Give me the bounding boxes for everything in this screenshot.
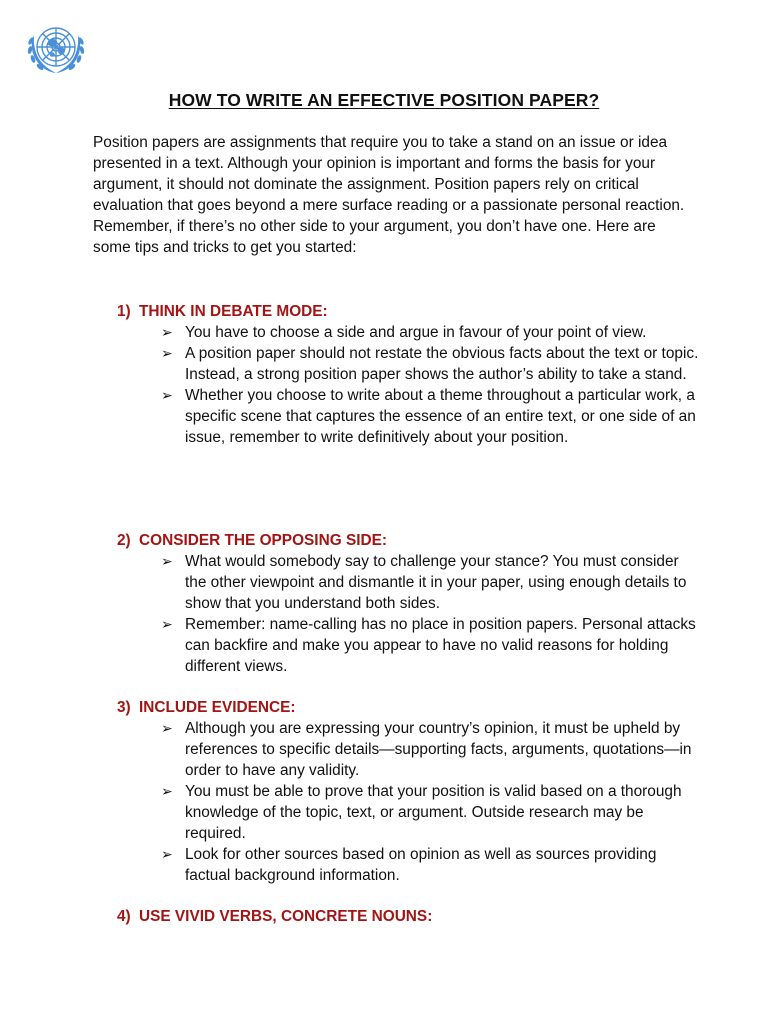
intro-paragraph: Position papers are assignments that require you to take a stand on an issue or idea presented in a text. Although your opinion is important and forms the basis for your argument, it should not dominate the assignment. Position papers rely on critical evaluation that goes beyond a mere surface reading or a passionate personal reaction. Remember, if there’s no other side to your argument, you don’t have one. Here are some tips and tricks to get you started: <box>93 134 685 256</box>
section-number: 1) <box>117 303 131 320</box>
bullet-text: Although you are expressing your country’s opinion, it must be upheld by references to specific details—supporting facts, arguments, quotations—in order to have any validity. <box>185 720 692 779</box>
bullet-text: Look for other sources based on opinion as well as sources providing factual background information. <box>185 846 657 884</box>
page-title: HOW TO WRITE AN EFFECTIVE POSITION PAPER? <box>168 90 600 110</box>
list-item <box>161 343 701 385</box>
list-item <box>161 385 701 448</box>
section-heading <box>117 530 387 551</box>
arrow-bullet-icon: ➢ <box>161 720 173 736</box>
list-item <box>161 781 701 844</box>
list-item <box>161 551 701 614</box>
section-title: CONSIDER THE OPPOSING SIDE: <box>139 532 387 549</box>
bullet-text: You must be able to prove that your position is valid based on a thorough knowledge of the topic, text, or argument. Outside research may be required. <box>185 783 682 842</box>
section-title: INCLUDE EVIDENCE: <box>139 699 296 716</box>
list-item <box>161 718 701 781</box>
arrow-bullet-icon: ➢ <box>161 783 173 799</box>
section-title: USE VIVID VERBS, CONCRETE NOUNS: <box>139 908 433 925</box>
arrow-bullet-icon: ➢ <box>161 324 173 340</box>
bullet-text: You have to choose a side and argue in favour of your point of view. <box>185 324 647 341</box>
section-heading <box>117 697 295 718</box>
section-number: 2) <box>117 532 131 549</box>
bullet-list <box>161 718 701 886</box>
arrow-bullet-icon: ➢ <box>161 387 173 403</box>
list-item <box>161 614 701 677</box>
bullet-list <box>161 322 701 448</box>
bullet-list <box>161 551 701 677</box>
section-number: 3) <box>117 699 131 716</box>
arrow-bullet-icon: ➢ <box>161 846 173 862</box>
bullet-text: A position paper should not restate the obvious facts about the text or topic. Instead, a strong position paper shows the author’s ability to take a stand. <box>185 345 699 383</box>
bullet-text: Remember: name-calling has no place in position papers. Personal attacks can backfire and make you appear to have no valid reasons for holding different views. <box>185 616 696 675</box>
un-emblem-icon <box>18 17 94 83</box>
arrow-bullet-icon: ➢ <box>161 345 173 361</box>
section-number: 4) <box>117 908 131 925</box>
bullet-text: Whether you choose to write about a theme throughout a particular work, a specific scene that captures the essence of an entire text, or one side of an issue, remember to write definitively about your position. <box>185 387 696 446</box>
un-emblem-logo <box>18 17 94 83</box>
arrow-bullet-icon: ➢ <box>161 553 173 569</box>
section-heading <box>117 906 432 927</box>
section-title: THINK IN DEBATE MODE: <box>139 303 328 320</box>
section-heading <box>117 301 328 322</box>
list-item <box>161 844 701 886</box>
bullet-text: What would somebody say to challenge your stance? You must consider the other viewpoint and dismantle it in your paper, using enough details to show that you understand both sides. <box>185 553 687 612</box>
arrow-bullet-icon: ➢ <box>161 616 173 632</box>
list-item <box>161 322 701 343</box>
